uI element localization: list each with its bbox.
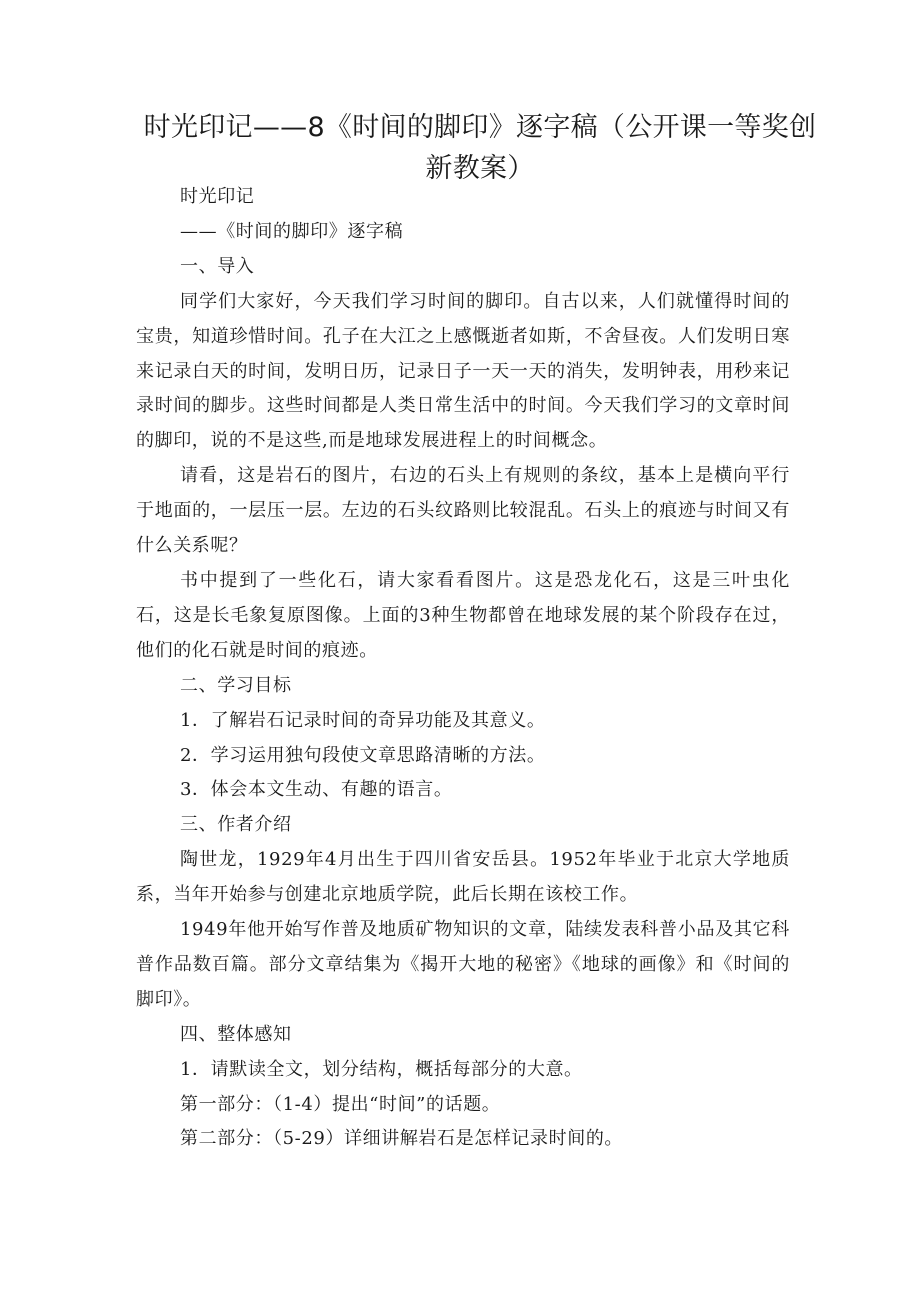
section-heading-author: 三、作者介绍	[180, 814, 292, 836]
section-heading-intro: 一、导入	[180, 255, 255, 277]
paragraph: 书中提到了一些化石，请大家看看图片。这是恐龙化石，这是三叶虫化石，这是长毛象复原图像。上面的3种生物都曾在地球发展的某个阶段存在过，他们的化石就是时间的痕迹。	[136, 569, 790, 661]
title-line-2: 新教案）	[425, 153, 535, 184]
subtitle: 时光印记	[180, 186, 255, 207]
paragraph: 请看，这是岩石的图片，右边的石头上有规则的条纹，基本上是横向平行于地面的，一层压一层。左边的石头纹路则比较混乱。石头上的痕迹与时间又有什么关系呢？	[136, 465, 790, 557]
section-heading-goals: 二、学习目标	[180, 674, 292, 696]
document-body	[136, 180, 790, 1157]
structure-part-2: 第二部分：（5-29）详细讲解岩石是怎样记录时间的。	[180, 1128, 624, 1150]
subtitle-work: ——《时间的脚印》逐字稿	[180, 220, 404, 242]
section-heading-overview: 四、整体感知	[180, 1023, 292, 1045]
list-item: 1．请默读全文，划分结构，概括每部分的大意。	[180, 1058, 583, 1080]
list-item: 2．学习运用独句段使文章思路清晰的方法。	[180, 744, 546, 766]
document-title	[135, 107, 825, 189]
paragraph: 1949年他开始写作普及地质矿物知识的文章，陆续发表科普小品及其它科普作品数百篇。部分文章结集为《揭开大地的秘密》《地球的画像》和《时间的脚印》。	[136, 919, 790, 1010]
title-line-1: 时光印记——8《时间的脚印》逐字稿（公开课一等奖创	[143, 112, 817, 143]
list-item: 1．了解岩石记录时间的奇异功能及其意义。	[180, 709, 546, 731]
paragraph: 陶世龙，1929年4月出生于四川省安岳县。1952年毕业于北京大学地质系，当年开始参与创建北京地质学院，此后长期在该校工作。	[136, 849, 790, 906]
list-item: 3．体会本文生动、有趣的语言。	[180, 779, 453, 801]
paragraph: 同学们大家好，今天我们学习时间的脚印。自古以来，人们就懂得时间的宝贵，知道珍惜时间。孔子在大江之上感慨逝者如斯，不舍昼夜。人们发明日寒来记录白天的时间，发明日历，记录日子一天一天的消失，发明钟表，用秒来记录时间的脚步。这些时间都是人类日常生活中的时间。今天我们学习的文章时间的脚印，说的不是这些,而是地球发展进程上的时间概念。	[136, 290, 790, 452]
structure-part-1: 第一部分：（1-4）提出“时间”的话题。	[180, 1093, 501, 1115]
